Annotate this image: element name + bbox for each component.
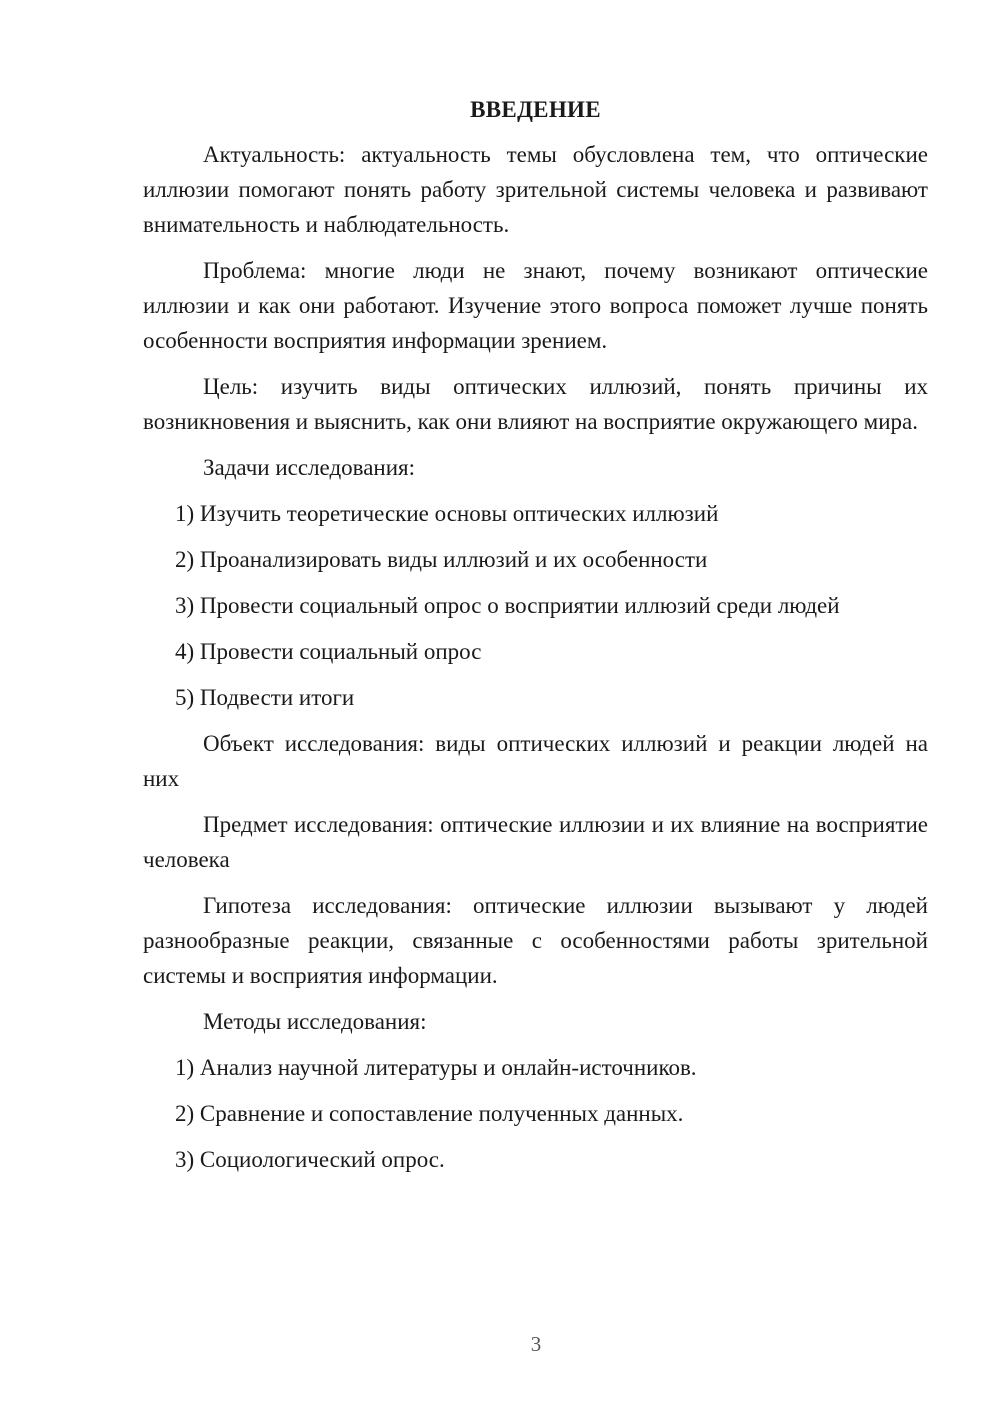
methods-heading: Методы исследования: <box>203 1009 427 1034</box>
page-content <box>143 92 928 1188</box>
method-item-1: 1) Анализ научной литературы и онлайн-источников. <box>175 1055 697 1080</box>
tasks-heading: Задачи исследования: <box>203 455 416 480</box>
relevance-paragraph: Актуальность: актуальность темы обусловлена тем, что оптические иллюзии помогают понять работу зрительной системы человека и развивают внимательность и наблюдательность. <box>143 142 928 237</box>
task-item-4: 4) Провести социальный опрос <box>175 639 482 664</box>
problem-paragraph: Проблема: многие люди не знают, почему возникают оптические иллюзии и как они работают. Изучение этого вопроса поможет лучше понять особенности восприятия информации зрением. <box>143 258 928 353</box>
subject-paragraph: Предмет исследования: оптические иллюзии и их влияние на восприятие человека <box>143 812 928 872</box>
task-item-1: 1) Изучить теоретические основы оптических иллюзий <box>175 501 719 526</box>
method-item-2: 2) Сравнение и сопоставление полученных данных. <box>175 1101 684 1126</box>
goal-paragraph: Цель: изучить виды оптических иллюзий, понять причины их возникновения и выяснить, как они влияют на восприятие окружающего мира. <box>143 374 928 434</box>
task-item-5: 5) Подвести итоги <box>175 685 355 710</box>
page-title: ВВЕДЕНИЕ <box>470 97 601 122</box>
hypothesis-paragraph: Гипотеза исследования: оптические иллюзии вызывают у людей разнообразные реакции, связанные с особенностями работы зрительной системы и восприятия информации. <box>143 893 928 988</box>
object-paragraph: Объект исследования: виды оптических иллюзий и реакции людей на них <box>143 731 928 791</box>
task-item-3: 3) Провести социальный опрос о восприятии иллюзий среди людей <box>175 593 840 618</box>
method-item-3: 3) Социологический опрос. <box>175 1147 445 1172</box>
page-number: 3 <box>530 1332 542 1356</box>
task-item-2: 2) Проанализировать виды иллюзий и их особенности <box>175 547 708 572</box>
